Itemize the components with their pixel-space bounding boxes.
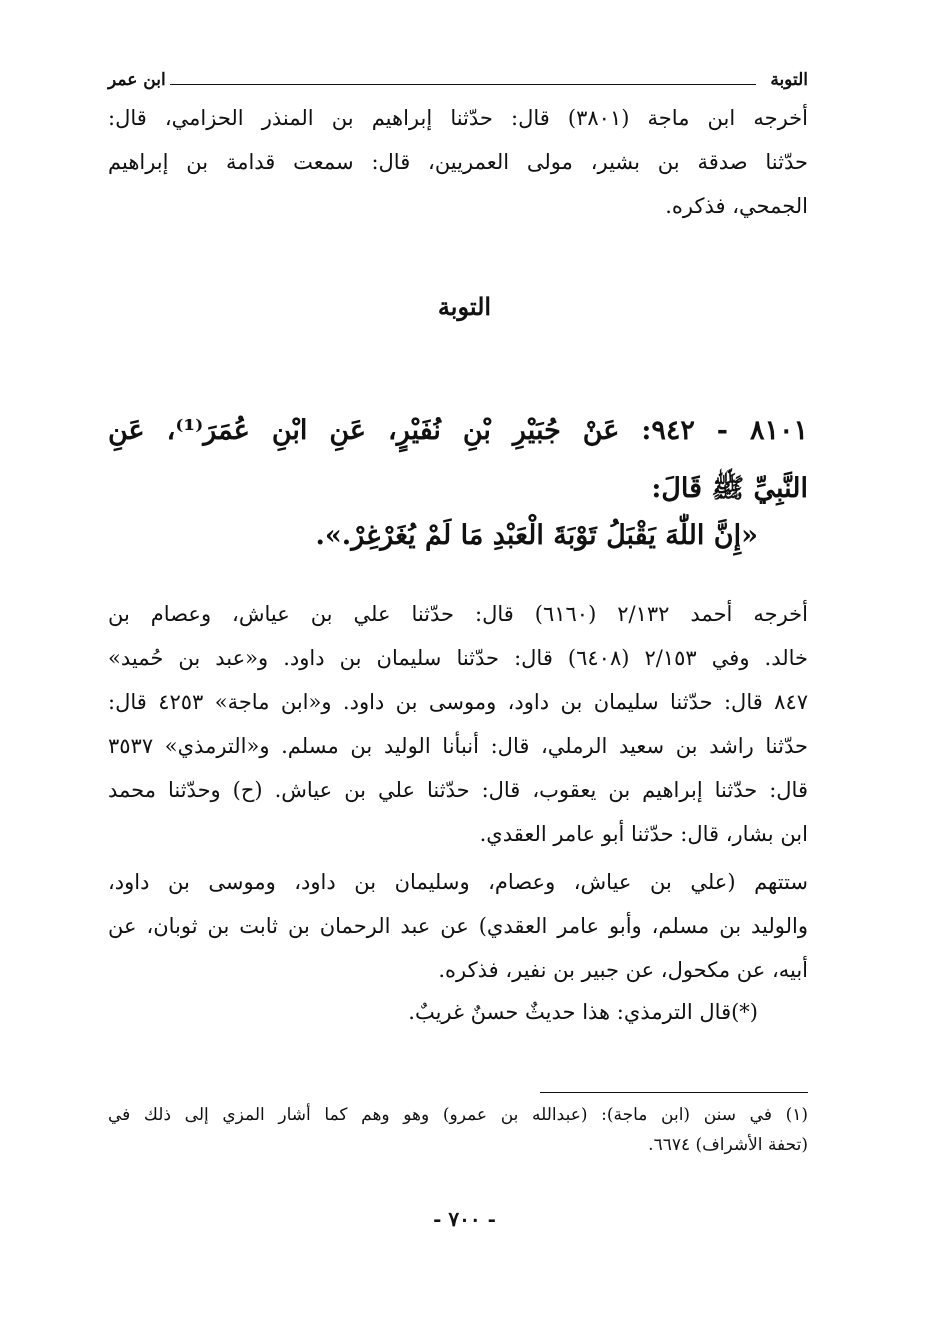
footnote-rule: [540, 1092, 808, 1093]
footnote-line: (١) في سنن (ابن ماجة): (عبدالله بن عمرو) وهو وهم كما أشار المزي إلى ذلك في: [108, 1105, 808, 1125]
text-line: أخرجه ابن ماجة (٣٨٠١) قال: حدّثنا إبراهيم بن المنذر الحزامي، قال:: [108, 106, 808, 130]
summary-paragraph: [108, 860, 808, 992]
text-line: ابن بشار، قال: حدّثنا أبو عامر العقدي.: [479, 822, 808, 846]
text-line: الجمحي، فذكره.: [665, 194, 808, 218]
text-line: حدّثنا صدقة بن بشير، مولى العمريين، قال: سمعت قدامة بن إبراهيم: [108, 150, 808, 174]
text-line: أخرجه أحمد ٢/١٣٢ (٦١٦٠) قال: حدّثنا علي بن عياش، وعصام بن: [108, 602, 808, 626]
hadith-text: [108, 402, 808, 518]
footnote: [108, 1100, 808, 1160]
page-number: - ٧٠٠ -: [433, 1207, 496, 1231]
hadith-line: النَّبِيِّ ﷺ قَالَ:: [651, 473, 808, 504]
header-musnad: ابن عمر: [108, 70, 166, 90]
text-line: حدّثنا راشد بن سعيد الرملي، قال: أنبأنا الوليد بن مسلم. و«الترمذي» ٣٥٣٧: [108, 734, 808, 758]
text-line: أبيه، عن مكحول، عن جبير بن نفير، فذكره.: [438, 958, 808, 982]
text-line: قال: حدّثنا إبراهيم بن يعقوب، قال: حدّثنا علي بن عياش. (ح) وحدّثنا محمد: [108, 778, 808, 802]
takhrij-paragraph: [108, 592, 808, 856]
text-line: والوليد بن مسلم، وأبو عامر العقدي) عن عبد الرحمان بن ثابت بن ثوبان، عن: [108, 914, 808, 938]
text-line: ستتهم (علي بن عياش، وعصام، وسليمان بن داود، وموسى بن داود،: [108, 870, 808, 894]
intro-paragraph: [108, 96, 808, 228]
footnote-line: (تحفة الأشراف) ٦٦٧٤.: [648, 1135, 808, 1155]
hadith-matn: «إِنَّ اللّٰهَ يَقْبَلُ تَوْبَةَ الْعَبْدِ مَا لَمْ يُغَرْغِرْ.».: [315, 520, 758, 551]
text-line: خالد. وفي ٢/١٥٣ (٦٤٠٨) قال: حدّثنا سليمان بن داود. و«عبد بن حُميد»: [108, 646, 808, 670]
header-chapter: التوبة: [770, 70, 808, 90]
tirmidhi-note: (*)قال الترمذي: هذا حديثٌ حسنٌ غريبٌ.: [408, 1000, 758, 1024]
section-title: التوبة: [437, 292, 492, 321]
running-header: [108, 70, 808, 98]
hadith-line: ٨١٠١ - ٩٤٢: عَنْ جُبَيْرِ بْنِ نُفَيْرٍ، عَنِ ابْنِ عُمَرَ⁽¹⁾، عَنِ: [108, 415, 808, 446]
text-line: ٨٤٧ قال: حدّثنا سليمان بن داود، وموسى بن داود. و«ابن ماجة» ٤٢٥٣ قال:: [108, 690, 808, 714]
header-rule: [170, 84, 756, 85]
